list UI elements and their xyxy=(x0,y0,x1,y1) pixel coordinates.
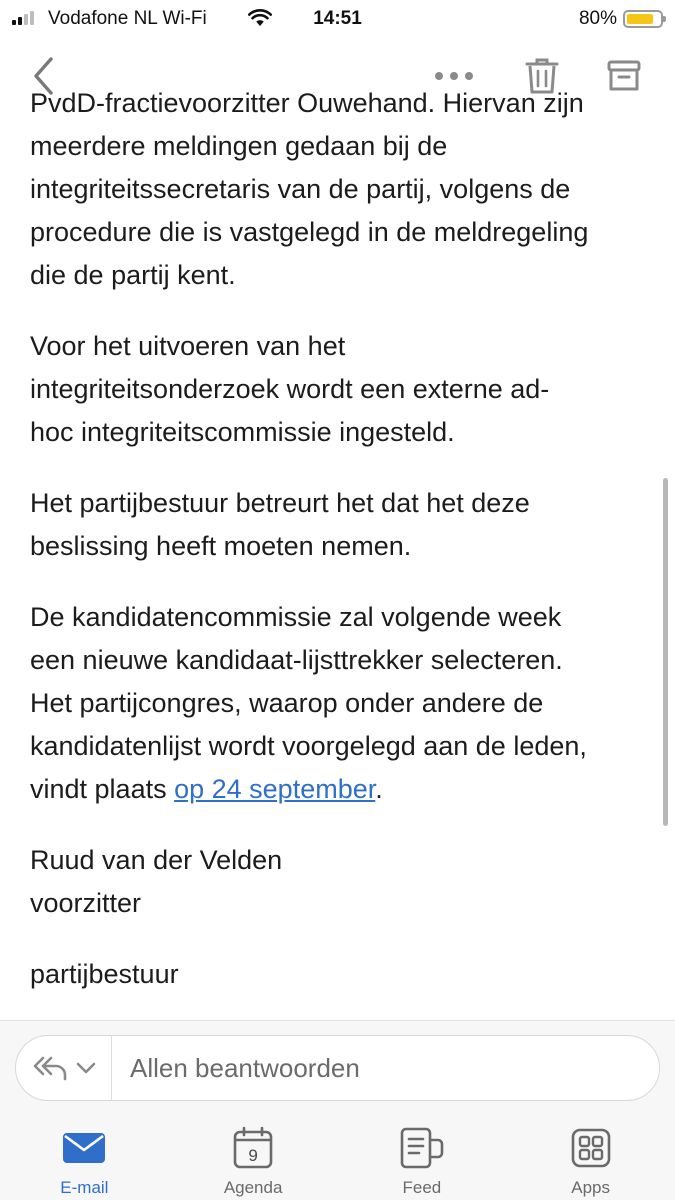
tab-label: Agenda xyxy=(223,1178,283,1197)
message-paragraph xyxy=(30,82,650,297)
feed-icon xyxy=(400,1127,444,1169)
text-fragment: vindt plaats xyxy=(30,774,175,804)
reply-all-icon xyxy=(32,1054,68,1082)
text-line: die de partij kent. xyxy=(30,260,236,290)
message-paragraph xyxy=(30,482,650,568)
text-line: hoc integriteitscommissie ingesteld. xyxy=(30,417,455,447)
text-line-with-link xyxy=(30,768,650,811)
carrier-name: Vodafone NL Wi-Fi xyxy=(48,8,207,29)
text-fragment: . xyxy=(375,774,383,804)
text-line: een nieuwe kandidaat-lijsttrekker selecteren. xyxy=(30,645,563,675)
apps-grid-icon xyxy=(571,1128,611,1168)
battery-percentage: 80% xyxy=(578,8,617,29)
text-line: procedure die is vastgelegd in de meldregeling xyxy=(30,217,589,247)
message-paragraph xyxy=(30,325,650,454)
text-line: PvdD-fractievoorzitter Ouwehand. Hiervan zijn xyxy=(30,88,584,118)
signature xyxy=(30,839,650,925)
text-line: meerdere meldingen gedaan bij de xyxy=(30,131,448,161)
tab-agenda[interactable] xyxy=(169,1115,338,1200)
text-line: De kandidatencommissie zal volgende week xyxy=(30,602,562,632)
tab-label: E-mail xyxy=(60,1178,109,1197)
bottom-tab-bar xyxy=(0,1115,675,1200)
battery-icon xyxy=(623,10,663,28)
text-line: Het partijbestuur betreurt het dat het deze xyxy=(30,488,530,518)
message-paragraph xyxy=(30,596,650,811)
reply-options-button[interactable] xyxy=(16,1036,112,1100)
tab-feed[interactable] xyxy=(338,1115,507,1200)
text-line: kandidatenlijst wordt voorgelegd aan de leden, xyxy=(30,731,587,761)
status-bar xyxy=(0,0,675,38)
date-link[interactable]: op 24 september xyxy=(174,774,376,804)
tab-email[interactable] xyxy=(0,1115,169,1200)
message-body xyxy=(30,88,650,1020)
text-line: Het partijcongres, waarop onder andere de xyxy=(30,688,544,718)
text-line: beslissing heeft moeten nemen. xyxy=(30,531,412,561)
signature-title: voorzitter xyxy=(30,888,142,918)
text-line: Voor het uitvoeren van het xyxy=(30,331,346,361)
tab-apps[interactable] xyxy=(506,1115,675,1200)
signature-organization xyxy=(30,953,650,996)
signature-name: Ruud van der Velden xyxy=(30,845,283,875)
reply-field-container xyxy=(15,1035,660,1101)
mail-icon xyxy=(62,1131,106,1165)
text-line: integriteitsonderzoek wordt een externe ad- xyxy=(30,374,550,404)
clock: 14:51 xyxy=(313,8,362,29)
chevron-down-icon xyxy=(76,1062,96,1074)
calendar-day-badge: 9 xyxy=(248,1146,258,1165)
scrollbar[interactable] xyxy=(663,478,668,826)
reply-bar xyxy=(0,1020,675,1115)
text-line: partijbestuur xyxy=(30,959,179,989)
tab-label: Apps xyxy=(571,1178,610,1197)
more-dots-icon xyxy=(434,71,474,81)
text-line: integriteitssecretaris van de partij, volgens de xyxy=(30,174,571,204)
tab-label: Feed xyxy=(402,1178,442,1197)
reply-all-input[interactable] xyxy=(130,1036,650,1100)
